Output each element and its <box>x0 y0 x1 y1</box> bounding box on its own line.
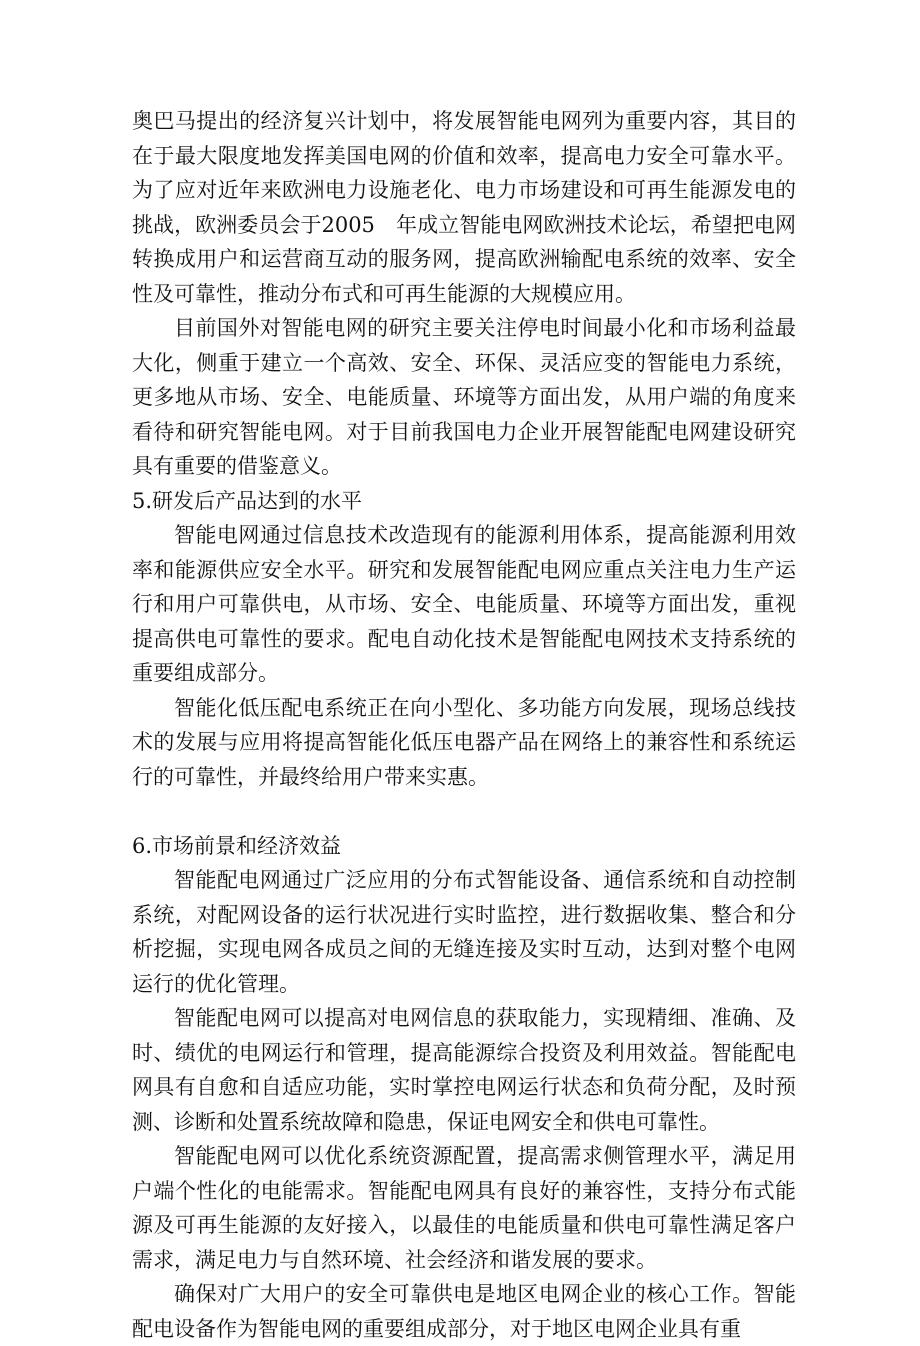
section-5-paragraph-1: 智能电网通过信息技术改造现有的能源利用体系，提高能源利用效率和能源供应安全水平。研究和发展智能配电网应重点关注电力生产运行和用户可靠供电，从市场、安全、电能质量、环境等方面出发，重视提高供电可靠性的要求。配电自动化技术是智能配电网技术支持系统的重要组成部分。 <box>132 523 796 685</box>
section-5-heading: 5.研发后产品达到的水平 <box>132 488 363 513</box>
section-6-heading: 6.市场前景和经济效益 <box>132 833 342 858</box>
section-6-paragraph-4: 确保对广大用户的安全可靠供电是地区电网企业的核心工作。智能配电设备作为智能电网的重要组成部分，对于地区电网企业具有重 <box>132 1282 796 1341</box>
blank-line <box>132 794 796 829</box>
section-6-paragraph-2: 智能配电网可以提高对电网信息的获取能力，实现精细、准确、及时、绩优的电网运行和管理，提高能源综合投资及利用效益。智能配电网具有自愈和自适应功能，实时掌控电网运行状态和负荷分配，及时预测、诊断和处置系统故障和隐患，保证电网安全和供电可靠性。 <box>132 1006 796 1134</box>
section-5-paragraph-2: 智能化低压配电系统正在向小型化、多功能方向发展，现场总线技术的发展与应用将提高智能化低压电器产品在网络上的兼容性和系统运行的可靠性，并最终给用户带来实惠。 <box>132 695 796 789</box>
section-6-paragraph-3: 智能配电网可以优化系统资源配置，提高需求侧管理水平，满足用户端个性化的电能需求。智能配电网具有良好的兼容性，支持分布式能源及可再生能源的友好接入，以最佳的电能质量和供电可靠性满足客户需求，满足电力与自然环境、社会经济和谐发展的要求。 <box>132 1144 796 1272</box>
paragraph-intro-2: 目前国外对智能电网的研究主要关注停电时间最小化和市场利益最大化，侧重于建立一个高效、安全、环保、灵活应变的智能电力系统，更多地从市场、安全、电能质量、环境等方面出发，从用户端的角度来看待和研究智能电网。对于目前我国电力企业开展智能配电网建设研究具有重要的借鉴意义。 <box>132 316 796 478</box>
document-body <box>132 104 796 1346</box>
paragraph-intro-1: 奥巴马提出的经济复兴计划中，将发展智能电网列为重要内容，其目的在于最大限度地发挥美国电网的价值和效率，提高电力安全可靠水平。为了应对近年来欧洲电力设施老化、电力市场建设和可再生能源发电的挑战，欧洲委员会于2005 年成立智能电网欧洲技术论坛，希望把电网转换成用户和运营商互动的服务网，提高欧洲输配电系统的效率、安全性及可靠性，推动分布式和可再生能源的大规模应用。 <box>132 109 796 306</box>
section-6-paragraph-1: 智能配电网通过广泛应用的分布式智能设备、通信系统和自动控制系统，对配网设备的运行状况进行实时监控，进行数据收集、整合和分析挖掘，实现电网各成员之间的无缝连接及实时互动，达到对整个电网运行的优化管理。 <box>132 868 796 996</box>
